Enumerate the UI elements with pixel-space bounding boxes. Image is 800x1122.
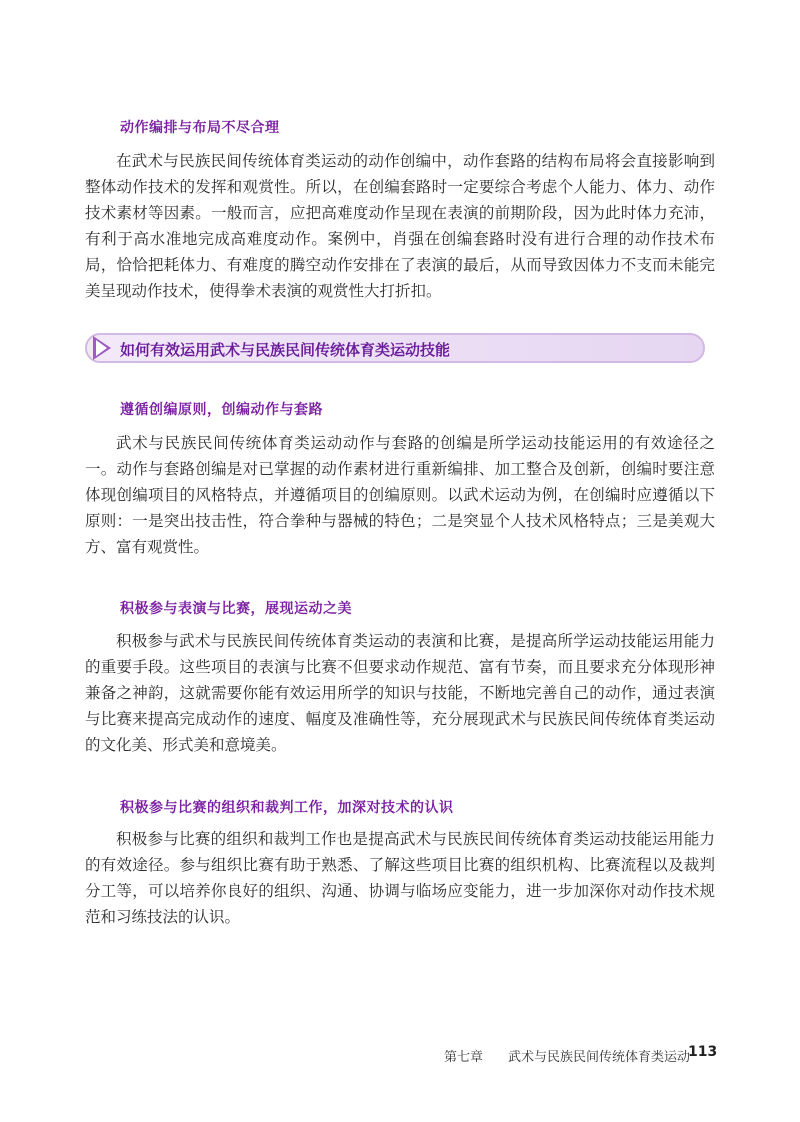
footer-title: 武术与民族民间传统体育类运动 xyxy=(508,1050,691,1065)
banner-arrow-inner-icon xyxy=(96,340,107,356)
section-heading-layout-issue: 动作编排与布局不尽合理 xyxy=(120,120,280,136)
section-heading-performance: 积极参与表演与比赛，展现运动之美 xyxy=(120,601,352,617)
paragraph-choreography: 武术与民族民间传统体育类运动动作与套路的创编是所学运动技能运用的有效途径之一。动作与套路创编是对已掌握的动作素材进行重新编排、加工整合及创新，创编时要注意体现创编项目的风格特点，并遵循项目的创编原则。以武术运动为例，在创编时应遵循以下原则：一是突出技击性，符合拳种与器械的特色；二是突显个人技术风格特点；三是美观大方、富有观赏性。 xyxy=(85,434,715,556)
section-heading-refereeing: 积极参与比赛的组织和裁判工作，加深对技术的认识 xyxy=(120,800,454,816)
banner-title: 如何有效运用武术与民族民间传统体育类运动技能 xyxy=(120,341,451,359)
footer-chapter: 第七章 xyxy=(444,1050,484,1065)
page-number: 113 xyxy=(688,1044,718,1060)
paragraph-refereeing: 积极参与比赛的组织和裁判工作也是提高武术与民族民间传统体育类运动技能运用能力的有效途径。参与组织比赛有助于熟悉、了解这些项目比赛的组织机构、比赛流程以及裁判分工等，可以培养你良好的组织、沟通、协调与临场应变能力，进一步加深你对动作技术规范和习练技法的认识。 xyxy=(85,830,715,926)
paragraph-performance: 积极参与武术与民族民间传统体育类运动的表演和比赛，是提高所学运动技能运用能力的重要手段。这些项目的表演与比赛不但要求动作规范、富有节奏，而且要求充分体现形神兼备之神韵，这就需要你能有效运用所学的知识与技能，不断地完善自己的动作，通过表演与比赛来提高完成动作的速度、幅度及准确性等，充分展现武术与民族民间传统体育类运动的文化美、形式美和意境美。 xyxy=(85,632,715,754)
paragraph-layout-issue: 在武术与民族民间传统体育类运动的动作创编中，动作套路的结构布局将会直接影响到整体动作技术的发挥和观赏性。所以，在创编套路时一定要综合考虑个人能力、体力、动作技术素材等因素。一般而言，应把高难度动作呈现在表演的前期阶段，因为此时体力充沛，有利于高水准地完成高难度动作。案例中，肖强在创编套路时没有进行合理的动作技术布局，恰恰把耗体力、有难度的腾空动作安排在了表演的最后，从而导致因体力不支而未能完美呈现动作技术，使得拳术表演的观赏性大打折扣。 xyxy=(85,152,715,300)
section-heading-choreography: 遵循创编原则，创编动作与套路 xyxy=(120,402,323,418)
